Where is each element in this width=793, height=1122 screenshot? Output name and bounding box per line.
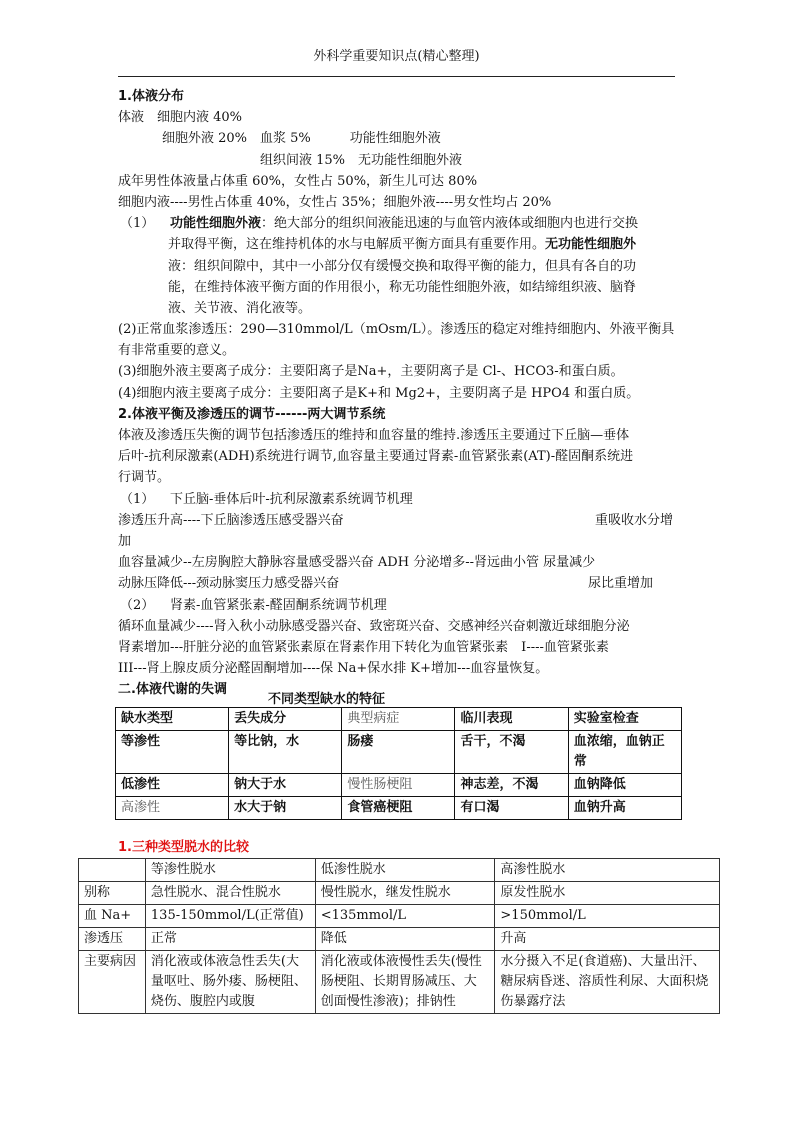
item-number: （2） bbox=[120, 597, 155, 613]
subheading bbox=[118, 489, 675, 510]
text-line: 循环血量减少----肾入秋小动脉感受器兴奋、致密斑兴奋、交感神经兴奋刺激近球细胞分泌 bbox=[118, 618, 630, 634]
text-line: 行调节。 bbox=[118, 470, 171, 486]
table-row bbox=[79, 882, 720, 905]
paragraph-line bbox=[118, 234, 675, 255]
cell: 血钠降低 bbox=[568, 774, 681, 797]
header-cell: 缺水类型 bbox=[116, 708, 229, 731]
cell: 低渗性 bbox=[116, 774, 229, 797]
cell: 等渗性 bbox=[116, 731, 229, 774]
header-cell: 典型病症 bbox=[342, 708, 455, 731]
cell: 主要病因 bbox=[79, 951, 146, 1014]
item-number: （1） bbox=[120, 491, 155, 507]
table-header-row bbox=[116, 708, 682, 731]
paragraph-line: 能，在维持体液平衡方面的作用很小，称无功能性细胞外液，如结缔组织液、脑脊 bbox=[168, 279, 637, 295]
text: 血容量减少--左房胸腔大静脉容量感受器兴奋 ADH 分泌增多--肾远曲小管 bbox=[118, 555, 539, 571]
header-divider bbox=[118, 76, 675, 77]
dehydration-features-table bbox=[115, 707, 682, 820]
cell: 血 Na+ bbox=[79, 905, 146, 928]
cell: 渗透压 bbox=[79, 928, 146, 951]
subheading-text: 肾素-血管紧张素-醛固酮系统调节机理 bbox=[170, 597, 387, 613]
table-row bbox=[79, 951, 720, 1014]
text-line bbox=[118, 573, 675, 594]
cell: 血钠升高 bbox=[568, 797, 681, 820]
text-line: 肾素增加---肝脏分泌的血管紧张素原在肾素作用下转化为血管紧张素 I----血管紧张素 bbox=[118, 639, 609, 655]
paragraph-line: 液、关节液、消化液等。 bbox=[168, 300, 312, 316]
text-line: 后叶-抗利尿激素(ADH)系统进行调节,血容量主要通过肾素-血管紧张素(AT)-醛固酮系统进 bbox=[118, 449, 634, 465]
table-row bbox=[116, 797, 682, 820]
header-cell: 临川表现 bbox=[455, 708, 568, 731]
text-line: 体液 细胞内液 40% bbox=[118, 110, 243, 126]
header-cell: 等渗性脱水 bbox=[145, 859, 315, 882]
cell: 食管癌梗阻 bbox=[342, 797, 455, 820]
dehydration-comparison-table bbox=[78, 858, 720, 1014]
header-cell bbox=[79, 859, 146, 882]
cell: 消化液或体液慢性丢失(慢性肠梗阻、长期胃肠减压、大创面慢性渗液)；排钠性 bbox=[315, 951, 495, 1014]
subheading-text: 下丘脑-垂体后叶-抗利尿激素系统调节机理 bbox=[170, 491, 413, 507]
header-cell: 实验室检查 bbox=[568, 708, 681, 731]
cell: 消化液或体液急性丢失(大量呕吐、肠外瘘、肠梗阻、烧伤、腹腔内或腹 bbox=[145, 951, 315, 1014]
section-heading: 二.体液代谢的失调 bbox=[118, 682, 227, 698]
cell: 肠瘘 bbox=[342, 731, 455, 774]
section-heading: 1.体液分布 bbox=[118, 89, 184, 104]
subheading bbox=[118, 595, 675, 616]
text: 尿比重增加 bbox=[587, 576, 653, 592]
table-row bbox=[79, 905, 720, 928]
bold-term: 功能性细胞外液 bbox=[170, 216, 262, 232]
cell: 慢性脱水，继发性脱水 bbox=[315, 882, 495, 905]
table-row bbox=[79, 928, 720, 951]
text-line: 有非常重要的意义。 bbox=[118, 343, 236, 359]
text-line: (4)细胞内液主要离子成分：主要阳离子是K+和 Mg2+，主要阴离子是 HPO4 和蛋白质。 bbox=[118, 385, 640, 401]
paragraph-line: 液：组织间隙中，其中一小部分仅有缓慢交换和取得平衡的能力，但具有各自的功 bbox=[168, 258, 637, 274]
text: 尿量减少 bbox=[543, 555, 596, 571]
cell: 135-150mmol/L(正常值) bbox=[145, 905, 315, 928]
cell: 神志差，不渴 bbox=[455, 774, 568, 797]
cell: 水大于钠 bbox=[229, 797, 342, 820]
header-cell: 高渗性脱水 bbox=[495, 859, 720, 882]
text: 动脉压降低---颈动脉窦压力感受器兴奋 bbox=[118, 576, 340, 592]
cell: 舌干，不渴 bbox=[455, 731, 568, 774]
text-line bbox=[118, 552, 675, 573]
cell: 有口渴 bbox=[455, 797, 568, 820]
page-header: 外科学重要知识点(精心整理) bbox=[313, 49, 480, 64]
cell: 慢性肠梗阻 bbox=[342, 774, 455, 797]
text-line: 组织间液 15% 无功能性细胞外液 bbox=[260, 152, 463, 168]
cell: 急性脱水、混合性脱水 bbox=[145, 882, 315, 905]
text-line: 成年男性体液量占体重 60%，女性占 50%，新生儿可达 80% bbox=[118, 173, 478, 189]
text-line: (2)正常血浆渗透压：290—310mmol/L（mOsm/L）。渗透压的稳定对维持细胞内、外液平衡具 bbox=[118, 322, 675, 338]
cell: 钠大于水 bbox=[229, 774, 342, 797]
cell: >150mmol/L bbox=[495, 905, 720, 928]
text: ：绝大部分的组织间液能迅速的与血管内液体或细胞内也进行交换 bbox=[261, 216, 639, 232]
text-line bbox=[118, 510, 675, 531]
table-row bbox=[116, 774, 682, 797]
header-cell: 丢失成分 bbox=[229, 708, 342, 731]
cell: 原发性脱水 bbox=[495, 882, 720, 905]
cell: 水分摄入不足(食道癌)、大量出汗、糖尿病昏迷、溶质性利尿、大面积烧伤暴露疗法 bbox=[495, 951, 720, 1014]
cell: 降低 bbox=[315, 928, 495, 951]
text-line: 细胞外液 20% 血浆 5% 功能性细胞外液 bbox=[162, 131, 441, 147]
text-line: 细胞内液----男性占体重 40%，女性占 35%；细胞外液----男女性均占 20% bbox=[118, 194, 552, 210]
cell: 别称 bbox=[79, 882, 146, 905]
cell: <135mmol/L bbox=[315, 905, 495, 928]
paragraph-line bbox=[118, 213, 675, 234]
table-caption: 不同类型缺水的特征 bbox=[268, 692, 386, 707]
cell: 升高 bbox=[495, 928, 720, 951]
cell: 等比钠，水 bbox=[229, 731, 342, 774]
text: 渗透压升高----下丘脑渗透压感受器兴奋 bbox=[118, 512, 344, 528]
document-body bbox=[118, 86, 675, 700]
bold-term: 无功能性细胞外 bbox=[545, 237, 637, 253]
cell: 血浓缩，血钠正常 bbox=[568, 731, 681, 774]
table-row bbox=[116, 731, 682, 774]
text-line: 体液及渗透压失衡的调节包括渗透压的维持和血容量的维持.渗透压主要通过下丘脑—垂体 bbox=[118, 428, 630, 443]
table-header-row bbox=[79, 859, 720, 882]
table-title: 1.三种类型脱水的比较 bbox=[118, 840, 249, 855]
header-cell: 低渗性脱水 bbox=[315, 859, 495, 882]
text-line: III---肾上腺皮质分泌醛固酮增加----保 Na+保水排 K+增加---血容量恢复。 bbox=[118, 661, 549, 677]
item-number: （1） bbox=[120, 216, 155, 232]
text: 重吸收水分增 bbox=[594, 512, 673, 528]
text: 并取得平衡，这在维持机体的水与电解质平衡方面具有重要作用。 bbox=[168, 237, 546, 253]
cell: 正常 bbox=[145, 928, 315, 951]
text-line: (3)细胞外液主要离子成分：主要阳离子是Na+，主要阴离子是 Cl-、HCO3-和蛋白质。 bbox=[118, 364, 624, 380]
cell: 高渗性 bbox=[116, 797, 229, 820]
section-heading: 2.体液平衡及渗透压的调节------两大调节系统 bbox=[118, 406, 386, 422]
text-line: 加 bbox=[118, 533, 132, 549]
